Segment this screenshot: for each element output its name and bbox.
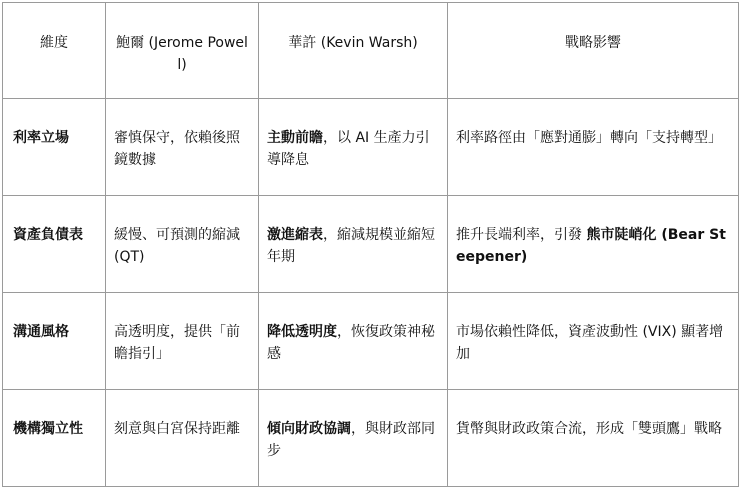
table-row	[3, 390, 739, 487]
warsh-emphasis: 激進縮表	[267, 227, 323, 243]
row-impact	[448, 99, 739, 196]
impact-text: 利率路徑由「應對通膨」轉向「支持轉型」	[456, 130, 722, 146]
header-dimension: 維度	[3, 3, 106, 99]
row-dimension: 利率立場	[3, 99, 106, 196]
row-impact	[448, 390, 739, 487]
header-warsh: 華許 (Kevin Warsh)	[259, 3, 448, 99]
warsh-text: ，縮減規模並縮短年期	[267, 227, 435, 265]
warsh-emphasis: 主動前瞻	[267, 130, 323, 146]
row-dimension: 溝通風格	[3, 293, 106, 390]
warsh-text: ，恢復政策神秘感	[267, 324, 435, 362]
table-row	[3, 99, 739, 196]
header-powell: 鮑爾 (Jerome Powell)	[106, 3, 259, 99]
impact-text: 市場依賴性降低，資產波動性 (VIX) 顯著增加	[456, 324, 724, 362]
warsh-emphasis: 降低透明度	[267, 324, 337, 340]
row-impact	[448, 293, 739, 390]
impact-text: 推升長端利率，引發	[456, 227, 587, 243]
warsh-text: ，以 AI 生產力引導降息	[267, 130, 430, 168]
header-row	[3, 3, 739, 99]
row-powell: 高透明度，提供「前瞻指引」	[106, 293, 259, 390]
comparison-table	[2, 2, 739, 487]
table-row	[3, 196, 739, 293]
row-warsh	[259, 293, 448, 390]
row-warsh	[259, 99, 448, 196]
impact-text: 貨幣與財政政策合流，形成「雙頭鷹」戰略	[456, 421, 722, 437]
row-powell: 審慎保守，依賴後照鏡數據	[106, 99, 259, 196]
impact-emphasis: 熊市陡峭化 (Bear Steepener)	[456, 227, 726, 265]
row-dimension: 資產負債表	[3, 196, 106, 293]
row-impact	[448, 196, 739, 293]
table-row	[3, 293, 739, 390]
row-dimension: 機構獨立性	[3, 390, 106, 487]
warsh-text: ，與財政部同步	[267, 421, 435, 459]
row-warsh	[259, 196, 448, 293]
row-warsh	[259, 390, 448, 487]
row-powell: 刻意與白宮保持距離	[106, 390, 259, 487]
row-powell: 緩慢、可預測的縮減 (QT)	[106, 196, 259, 293]
header-impact: 戰略影響	[448, 3, 739, 99]
warsh-emphasis: 傾向財政協調	[267, 421, 351, 437]
